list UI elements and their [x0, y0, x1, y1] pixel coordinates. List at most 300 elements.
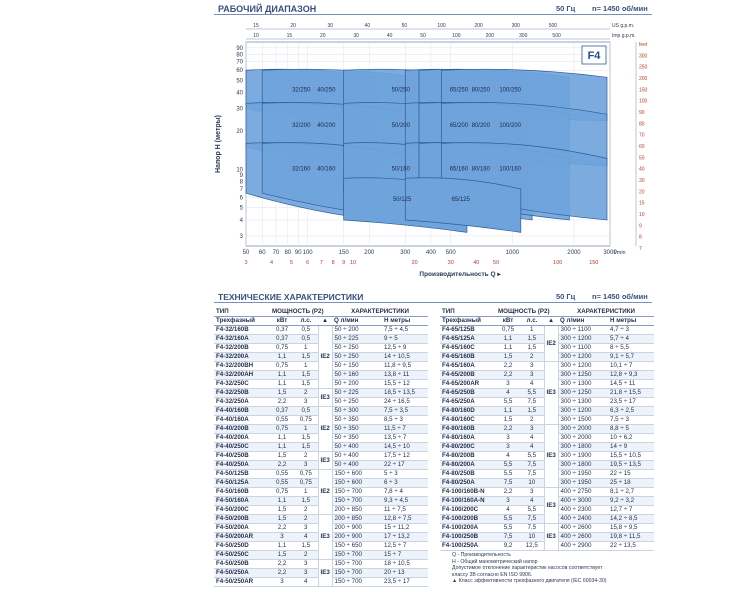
cell-hp: 1: [294, 344, 318, 353]
m3h-tick-label: 9: [342, 260, 346, 266]
cell-q: 300 ÷ 1800: [558, 443, 608, 452]
impgpm-axis-label: 10: [253, 33, 259, 39]
cell-type: F4-65/160B: [440, 353, 496, 362]
cell-hp: 4: [520, 434, 544, 443]
cell-kw: 2,2: [496, 425, 520, 434]
y-tick-label: 30: [236, 106, 243, 113]
cell-q: 300 ÷ 1950: [558, 470, 608, 479]
table-row: [214, 515, 428, 524]
cell-h: 14,5 ÷ 11: [608, 380, 654, 389]
cell-q: 150 ÷ 600: [332, 470, 382, 479]
m3h-tick-label: 20: [411, 260, 418, 266]
x-tick-label: 1000: [505, 250, 520, 256]
range-freq: 50 Гц: [556, 4, 576, 13]
cell-hp: 0,5: [294, 335, 318, 344]
cell-h: 23,5 ÷ 17: [608, 398, 654, 407]
y-tick-label: 40: [236, 90, 243, 97]
cell-kw: 0,75: [496, 326, 520, 335]
cell-kw: 5,5: [496, 515, 520, 524]
cell-ie-class: IE3: [318, 560, 332, 587]
cell-hp: 2: [294, 551, 318, 560]
cell-type: F4-80/250A: [440, 479, 496, 488]
cell-type: F4-100/200B: [440, 515, 496, 524]
cell-kw: 1,1: [270, 353, 294, 362]
region-label: 40/160: [317, 166, 336, 173]
cell-type: F4-40/160B: [214, 407, 270, 416]
m3h-tick-label: 50: [493, 260, 500, 266]
cell-q: 300 ÷ 1300: [558, 380, 608, 389]
x-tick-label: 80: [284, 250, 292, 256]
cell-hp: 10: [520, 479, 544, 488]
cell-q: 300 ÷ 1100: [558, 344, 608, 353]
cell-type: F4-50/125A: [214, 479, 270, 488]
y-tick-label: 50: [236, 78, 243, 85]
table-row: [214, 560, 428, 569]
cell-hp: 7,5: [520, 470, 544, 479]
cell-hp: 3: [294, 560, 318, 569]
region-label: 65/200: [449, 123, 469, 130]
cell-kw: 5,5: [496, 398, 520, 407]
impgpm-axis-label: 20: [320, 33, 326, 39]
m3h-tick-label: 8: [331, 260, 335, 266]
impgpm-axis-label: 500: [552, 33, 561, 39]
feet-tick-label: 15: [639, 200, 645, 207]
table-row: [214, 470, 428, 479]
cell-ie-class: IE2: [318, 326, 332, 389]
cell-h: 14 ÷ 10,5: [382, 353, 428, 362]
cell-type: F4-65/160C: [440, 344, 496, 353]
cell-q: 150 ÷ 650: [332, 542, 382, 551]
specs-speed: n= 1450 об/мин: [592, 292, 648, 301]
cell-kw: 5,5: [496, 470, 520, 479]
cell-kw: 0,55: [270, 479, 294, 488]
region-label: 80/200: [471, 123, 490, 130]
cell-q: 50 ÷ 160: [332, 371, 382, 380]
usgpm-axis-label: 40: [364, 23, 371, 29]
cell-type: F4-80/160A: [440, 434, 496, 443]
cell-q: 150 ÷ 700: [332, 560, 382, 569]
cell-q: 50 ÷ 225: [332, 389, 382, 398]
cell-q: 300 ÷ 1200: [558, 362, 608, 371]
impgpm-axis-label: 100: [452, 33, 461, 39]
cell-kw: 1,1: [496, 335, 520, 344]
cell-hp: 2: [294, 389, 318, 398]
region-label: 32/160: [292, 166, 311, 173]
cell-kw: 1,5: [270, 389, 294, 398]
feet-tick-label: feet: [639, 42, 648, 48]
usgpm-axis-label: 100: [437, 23, 446, 29]
cell-q: 300 ÷ 1200: [558, 335, 608, 344]
region-label: 80/250: [471, 87, 490, 94]
y-tick-label: 70: [236, 59, 243, 66]
col-q: Q л/мин: [332, 317, 382, 326]
cell-q: 50 ÷ 250: [332, 398, 382, 407]
cell-hp: 0,75: [294, 470, 318, 479]
cell-type: F4-65/160A: [440, 362, 496, 371]
cell-q: 50 ÷ 150: [332, 362, 382, 371]
cell-type: F4-50/125B: [214, 470, 270, 479]
col-q: Q л/мин: [558, 317, 608, 326]
performance-chart: [210, 18, 650, 290]
cell-q: 150 ÷ 700: [332, 578, 382, 587]
cell-h: 7,8 ÷ 4: [382, 488, 428, 497]
cell-hp: 4: [294, 533, 318, 542]
feet-tick-label: 7: [639, 246, 642, 252]
cell-q: 150 ÷ 700: [332, 569, 382, 578]
cell-q: 50 ÷ 400: [332, 461, 382, 470]
cell-type: F4-32/160B: [214, 326, 270, 335]
cell-type: F4-65/200AR: [440, 380, 496, 389]
cell-kw: 0,75: [270, 362, 294, 371]
m3h-tick-label: 6: [306, 260, 310, 266]
region-label: 65/125: [451, 197, 470, 204]
cell-hp: 2: [294, 452, 318, 461]
cell-kw: 0,75: [270, 488, 294, 497]
region-label: 50/200: [391, 123, 410, 130]
y-tick-label: 20: [236, 129, 243, 136]
cell-h: 6,3 ÷ 2,5: [608, 407, 654, 416]
cell-ie-class: IE3: [318, 452, 332, 470]
x-tick-label: 60: [258, 250, 266, 256]
col-h: H метры: [382, 317, 428, 326]
region-label: 100/250: [499, 87, 522, 94]
cell-h: 15,8 ÷ 9,5: [608, 524, 654, 533]
region-label: 32/250: [292, 87, 311, 94]
col-power: МОЩНОСТЬ (P2): [498, 308, 550, 315]
cell-kw: 0,55: [270, 470, 294, 479]
region-label: 40/200: [317, 123, 336, 130]
x-tick-label: 100: [302, 250, 313, 256]
cell-ie-class: IE3: [544, 488, 558, 524]
cell-kw: 1,1: [496, 407, 520, 416]
cell-q: 300 ÷ 2000: [558, 434, 608, 443]
cell-type: F4-32/160A: [214, 335, 270, 344]
cell-hp: 12,5: [520, 542, 544, 551]
cell-hp: 5,5: [520, 389, 544, 398]
usgpm-axis-label: 15: [253, 23, 259, 29]
cell-type: F4-80/160C: [440, 416, 496, 425]
cell-h: 15 ÷ 7: [382, 551, 428, 560]
cell-kw: 3: [496, 443, 520, 452]
cell-type: F4-40/200A: [214, 434, 270, 443]
cell-type: F4-100/250B: [440, 533, 496, 542]
cell-q: 300 ÷ 1250: [558, 389, 608, 398]
cell-q: 50 ÷ 200: [332, 326, 382, 335]
y-tick-label: 5: [239, 205, 243, 212]
cell-kw: 2,2: [270, 560, 294, 569]
feet-tick-label: 80: [639, 121, 645, 128]
usgpm-axis-label: 200: [474, 23, 483, 29]
table-row: [214, 326, 428, 335]
cell-q: 50 ÷ 250: [332, 353, 382, 362]
cell-h: 22 ÷ 15: [608, 470, 654, 479]
cell-hp: 2: [294, 506, 318, 515]
cell-hp: 2: [520, 353, 544, 362]
note-q: Q - Производительность: [452, 552, 511, 558]
region-label: 100/160: [499, 166, 522, 173]
cell-q: 150 ÷ 700: [332, 497, 382, 506]
col-chars: ХАРАКТЕРИСТИКИ: [332, 308, 428, 317]
cell-h: 8,5 ÷ 3: [382, 416, 428, 425]
cell-h: 23,5 ÷ 17: [382, 578, 428, 587]
cell-h: 10 ÷ 6,2: [608, 434, 654, 443]
cell-h: 21,8 ÷ 15,5: [608, 389, 654, 398]
feet-tick-label: 60: [639, 144, 645, 150]
cell-type: F4-80/160D: [440, 407, 496, 416]
table-row: [440, 488, 654, 497]
note-class: классу 3B согласно EN ISO 9906.: [452, 571, 533, 578]
impgpm-axis-label: 300: [519, 33, 528, 39]
usgpm-axis-label: 50: [401, 23, 408, 29]
cell-q: 50 ÷ 250: [332, 344, 382, 353]
cell-hp: 3: [520, 488, 544, 497]
cell-h: 6 ÷ 3: [382, 479, 428, 488]
cell-q: 50 ÷ 350: [332, 425, 382, 434]
m3h-tick-label: 3: [244, 260, 248, 266]
cell-h: 9,2 ÷ 3,2: [608, 497, 654, 506]
cell-hp: 1,5: [294, 434, 318, 443]
cell-q: 300 ÷ 1200: [558, 353, 608, 362]
usgpm-axis-label: 300: [511, 23, 520, 29]
table-row: [440, 425, 654, 434]
cell-type: F4-65/200B: [440, 371, 496, 380]
cell-h: 15 ÷ 11,2: [382, 524, 428, 533]
cell-hp: 7,5: [520, 461, 544, 470]
specs-table-right: [440, 308, 654, 551]
table-row: [214, 407, 428, 416]
cell-h: 9,1 ÷ 5,7: [608, 353, 654, 362]
top-rule: [214, 14, 652, 15]
region-label: 50/125: [392, 197, 412, 204]
x-tick-label: 3000: [603, 250, 617, 256]
cell-type: F4-32/250C: [214, 380, 270, 389]
cell-q: 400 ÷ 3000: [558, 497, 608, 506]
specs-freq: 50 Гц: [556, 292, 576, 301]
cell-hp: 0,75: [294, 479, 318, 488]
y-tick-label: 3: [239, 233, 243, 240]
cell-kw: 1,1: [270, 497, 294, 506]
cell-kw: 1,1: [270, 434, 294, 443]
cell-hp: 1,5: [520, 335, 544, 344]
cell-type: F4-32/200A: [214, 353, 270, 362]
cell-q: 50 ÷ 200: [332, 380, 382, 389]
m3h-tick-label: 40: [473, 260, 480, 266]
m3h-tick-label: 4: [270, 260, 274, 266]
cell-hp: 4: [520, 380, 544, 389]
series-badge: F4: [587, 50, 601, 62]
cell-hp: 1,5: [520, 407, 544, 416]
x-tick-label: 500: [445, 250, 456, 256]
cell-kw: 0,75: [270, 425, 294, 434]
notes: [452, 552, 652, 585]
cell-hp: 1,5: [294, 542, 318, 551]
y-tick-label: 7: [239, 187, 243, 194]
cell-hp: 3: [294, 461, 318, 470]
impgpm-axis-label: 200: [485, 33, 494, 39]
cell-kw: 0,55: [270, 416, 294, 425]
cell-type: F4-50/250B: [214, 560, 270, 569]
y-tick-label: 9: [239, 173, 243, 180]
cell-kw: 1,5: [270, 452, 294, 461]
cell-h: 8,1 ÷ 2,7: [608, 488, 654, 497]
cell-type: F4-65/250A: [440, 398, 496, 407]
cell-q: 150 ÷ 700: [332, 488, 382, 497]
range-title: РАБОЧИЙ ДИАПАЗОН: [218, 4, 317, 14]
table-row: [440, 326, 654, 335]
note-efficiency: ▲ Класс эффективности трехфазного двигателя (IEC 60034-30): [452, 578, 607, 584]
cell-kw: 1,1: [496, 344, 520, 353]
cell-q: 150 ÷ 600: [332, 479, 382, 488]
cell-h: 20 ÷ 13: [382, 569, 428, 578]
cell-kw: 3: [496, 497, 520, 506]
col-kw: кВт: [270, 317, 294, 326]
y-tick-label: 90: [236, 45, 243, 52]
cell-hp: 7,5: [520, 515, 544, 524]
cell-h: 18 ÷ 10,5: [382, 560, 428, 569]
col-ie: ▲: [318, 317, 332, 326]
table-row: [440, 362, 654, 371]
y-tick-label: 80: [236, 52, 243, 59]
cell-type: F4-80/200A: [440, 461, 496, 470]
cell-ie-class: IE3: [318, 389, 332, 407]
cell-kw: 2,2: [496, 362, 520, 371]
feet-tick-label: 100: [639, 98, 648, 105]
cell-h: 11 ÷ 7,5: [382, 506, 428, 515]
m3h-tick-label: 100: [553, 260, 563, 266]
cell-hp: 1: [520, 326, 544, 335]
col-chars: ХАРАКТЕРИСТИКИ: [558, 308, 654, 317]
cell-hp: 5,5: [520, 452, 544, 461]
feet-tick-label: 40: [639, 166, 645, 173]
cell-h: 5 ÷ 3: [382, 470, 428, 479]
x-tick-label: 400: [425, 250, 436, 256]
y-tick-label: 60: [236, 68, 243, 75]
feet-tick-label: 300: [639, 53, 648, 60]
cell-kw: 9,2: [496, 542, 520, 551]
cell-q: 50 ÷ 400: [332, 443, 382, 452]
cell-h: 10,1 ÷ 7: [608, 362, 654, 371]
cell-h: 18,5 ÷ 13,5: [382, 389, 428, 398]
cell-h: 17 ÷ 13,2: [382, 533, 428, 542]
cell-kw: 0,75: [270, 344, 294, 353]
cell-hp: 3: [520, 371, 544, 380]
region-label: 50/250: [391, 87, 410, 94]
cell-type: F4-65/250B: [440, 389, 496, 398]
feet-tick-label: 8: [639, 234, 642, 241]
cell-type: F4-100/250A: [440, 542, 496, 551]
cell-type: F4-80/250B: [440, 470, 496, 479]
region-label: 100/200: [499, 123, 522, 130]
feet-tick-label: 30: [639, 178, 645, 184]
cell-kw: 2,2: [270, 524, 294, 533]
cell-kw: 1,1: [270, 443, 294, 452]
m3h-tick-label: 150: [589, 260, 599, 266]
cell-type: F4-100/200A: [440, 524, 496, 533]
cell-type: F4-100/160A-N: [440, 497, 496, 506]
cell-hp: 0,75: [294, 416, 318, 425]
cell-type: F4-100/200C: [440, 506, 496, 515]
cell-q: 400 ÷ 2900: [558, 542, 608, 551]
range-speed: n= 1450 об/мин: [592, 4, 648, 13]
cell-h: 12,8 ÷ 9,3: [608, 371, 654, 380]
cell-type: F4-50/250C: [214, 551, 270, 560]
usgpm-axis-label: 500: [548, 23, 558, 29]
cell-type: F4-65/125B: [440, 326, 496, 335]
cell-q: 400 ÷ 2300: [558, 506, 608, 515]
cell-hp: 3: [294, 524, 318, 533]
cell-q: 50 ÷ 400: [332, 452, 382, 461]
cell-kw: 4: [496, 452, 520, 461]
x-tick-label: 150: [338, 250, 349, 256]
m3h-tick-label: 30: [447, 260, 454, 266]
cell-kw: 4: [496, 389, 520, 398]
cell-q: 50 ÷ 225: [332, 335, 382, 344]
cell-type: F4-50/250D: [214, 542, 270, 551]
cell-hp: 0,5: [294, 326, 318, 335]
usgpm-axis-label: US g.p.m.: [612, 23, 635, 29]
cell-q: 300 ÷ 1250: [558, 371, 608, 380]
cell-hp: 1: [294, 362, 318, 371]
cell-q: 50 ÷ 300: [332, 407, 382, 416]
cell-h: 15,5 ÷ 12: [382, 380, 428, 389]
y-tick-label: 6: [239, 195, 243, 202]
cell-q: 400 ÷ 2600: [558, 533, 608, 542]
feet-tick-label: 20: [639, 189, 645, 196]
col-type: ТИП: [440, 308, 496, 317]
cell-type: F4-50/200C: [214, 506, 270, 515]
x-axis-title: Производительность Q ▸: [419, 271, 501, 278]
cell-h: 7,5 ÷ 4,5: [382, 326, 428, 335]
cell-q: 300 ÷ 1300: [558, 398, 608, 407]
cell-kw: 0,37: [270, 407, 294, 416]
x-tick-label: 70: [272, 250, 280, 256]
cell-hp: 4: [520, 443, 544, 452]
region-label: 40/250: [317, 87, 336, 94]
cell-h: 24 ÷ 16,5: [382, 398, 428, 407]
col-h: H метры: [608, 317, 654, 326]
cell-h: 11,5 ÷ 7: [382, 425, 428, 434]
cell-kw: 1,1: [270, 542, 294, 551]
cell-ie-class: IE3: [544, 362, 558, 425]
cell-q: 400 ÷ 2750: [558, 488, 608, 497]
cell-hp: 4: [294, 578, 318, 587]
cell-hp: 3: [520, 362, 544, 371]
cell-ie-class: IE3: [544, 524, 558, 551]
cell-kw: 1,5: [270, 506, 294, 515]
feet-tick-label: 70: [639, 132, 645, 139]
cell-q: 300 ÷ 2000: [558, 425, 608, 434]
cell-h: 8 ÷ 5,5: [608, 344, 654, 353]
cell-h: 19,5 ÷ 13,5: [608, 461, 654, 470]
cell-type: F4-100/160B-N: [440, 488, 496, 497]
cell-type: F4-50/250AR: [214, 578, 270, 587]
specs-rule: [214, 302, 652, 303]
region-label: 80/160: [471, 166, 490, 173]
cell-h: 7,5 ÷ 3,5: [382, 407, 428, 416]
cell-h: 12,7 ÷ 7: [608, 506, 654, 515]
cell-h: 5,7 ÷ 4: [608, 335, 654, 344]
table-row: [440, 524, 654, 533]
cell-hp: 1,5: [294, 380, 318, 389]
cell-hp: 1,5: [294, 371, 318, 380]
impgpm-axis-label: Imp g.p.m.: [612, 33, 636, 39]
col-power: МОЩНОСТЬ (P2): [272, 308, 324, 315]
cell-hp: 1,5: [520, 344, 544, 353]
cell-hp: 4: [520, 497, 544, 506]
cell-ie-class: IE3: [544, 425, 558, 488]
cell-type: F4-50/200B: [214, 515, 270, 524]
cell-kw: 0,37: [270, 326, 294, 335]
